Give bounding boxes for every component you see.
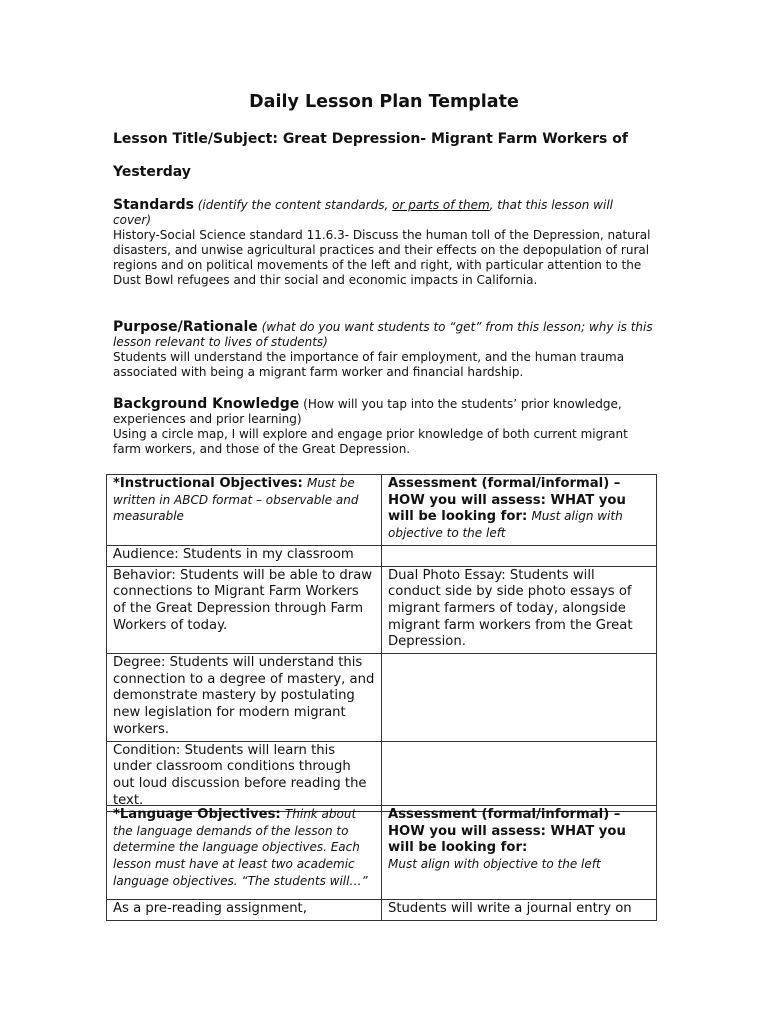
background-body: Using a circle map, I will explore and engage prior knowledge of both current migrant farm workers, and those of the Great Depression. <box>113 427 628 456</box>
document-title: Daily Lesson Plan Template <box>249 92 519 112</box>
purpose-heading: Purpose/Rationale <box>113 319 258 335</box>
instructional-objectives-table <box>106 474 657 812</box>
standards-section <box>113 198 653 288</box>
purpose-hint: (what do you want students to “get” from this lesson; why is this lesson relevant to lives of students) <box>113 320 653 349</box>
condition-assessment-cell <box>382 741 657 812</box>
table-row <box>107 566 657 654</box>
language-objectives-table <box>106 805 657 921</box>
table-header-row <box>107 806 657 900</box>
table-row <box>107 545 657 566</box>
standards-body: History-Social Science standard 11.6.3- Discuss the human toll of the Depression, natural disasters, and unwise agricultural practices and their effects on the depopulation of rural regions and on political movements of the left and right, with particular attention to the Dust Bowl refugees and thir social and economic impacts in California. <box>113 228 651 287</box>
degree-assessment-cell <box>382 654 657 742</box>
table-row <box>107 741 657 812</box>
background-section <box>113 397 653 457</box>
lesson-title-line-2: Yesterday <box>113 164 191 180</box>
language-objectives-header: *Language Objectives: Think about the language demands of the lesson to determine the language objectives. Each lesson must have at least two academic language objectives. “The students will…” <box>107 806 382 900</box>
audience-assessment-cell <box>382 545 657 566</box>
background-hint: (How will you tap into the students’ prior knowledge, experiences and prior learning) <box>113 397 622 426</box>
standards-heading: Standards <box>113 197 194 213</box>
standards-hint: (identify the content standards, or parts of them, that this lesson will cover) <box>113 198 613 227</box>
purpose-section <box>113 320 653 380</box>
instructional-objectives-header: *Instructional Objectives: Must be written in ABCD format – observable and measurable <box>107 475 382 546</box>
language-assessment-cell: Students will write a journal entry on <box>382 900 657 921</box>
lesson-title-line-1: Lesson Title/Subject: Great Depression- Migrant Farm Workers of <box>113 131 628 147</box>
table-row <box>107 900 657 921</box>
language-objective-cell: As a pre-reading assignment, <box>107 900 382 921</box>
table-row <box>107 654 657 742</box>
degree-cell: Degree: Students will understand this connection to a degree of mastery, and demonstrate mastery by postulating new legislation for modern migrant workers. <box>107 654 382 742</box>
purpose-body: Students will understand the importance of fair employment, and the human trauma associated with being a migrant farm worker and financial hardship. <box>113 350 625 379</box>
assessment-header: Assessment (formal/informal) – HOW you will assess: WHAT you will be looking for: Must align with objective to the left <box>382 475 657 546</box>
condition-cell: Condition: Students will learn this under classroom conditions through out loud discussion before reading the text. <box>107 741 382 812</box>
table-header-row <box>107 475 657 546</box>
language-assessment-header: Assessment (formal/informal) – HOW you will assess: WHAT you will be looking for: Must align with objective to the left <box>382 806 657 900</box>
audience-cell: Audience: Students in my classroom <box>107 545 382 566</box>
background-heading: Background Knowledge <box>113 396 300 412</box>
behavior-cell: Behavior: Students will be able to draw connections to Migrant Farm Workers of the Great Depression through Farm Workers of today. <box>107 566 382 654</box>
behavior-assessment-cell: Dual Photo Essay: Students will conduct side by side photo essays of migrant farmers of today, alongside migrant farm workers from the Great Depression. <box>382 566 657 654</box>
